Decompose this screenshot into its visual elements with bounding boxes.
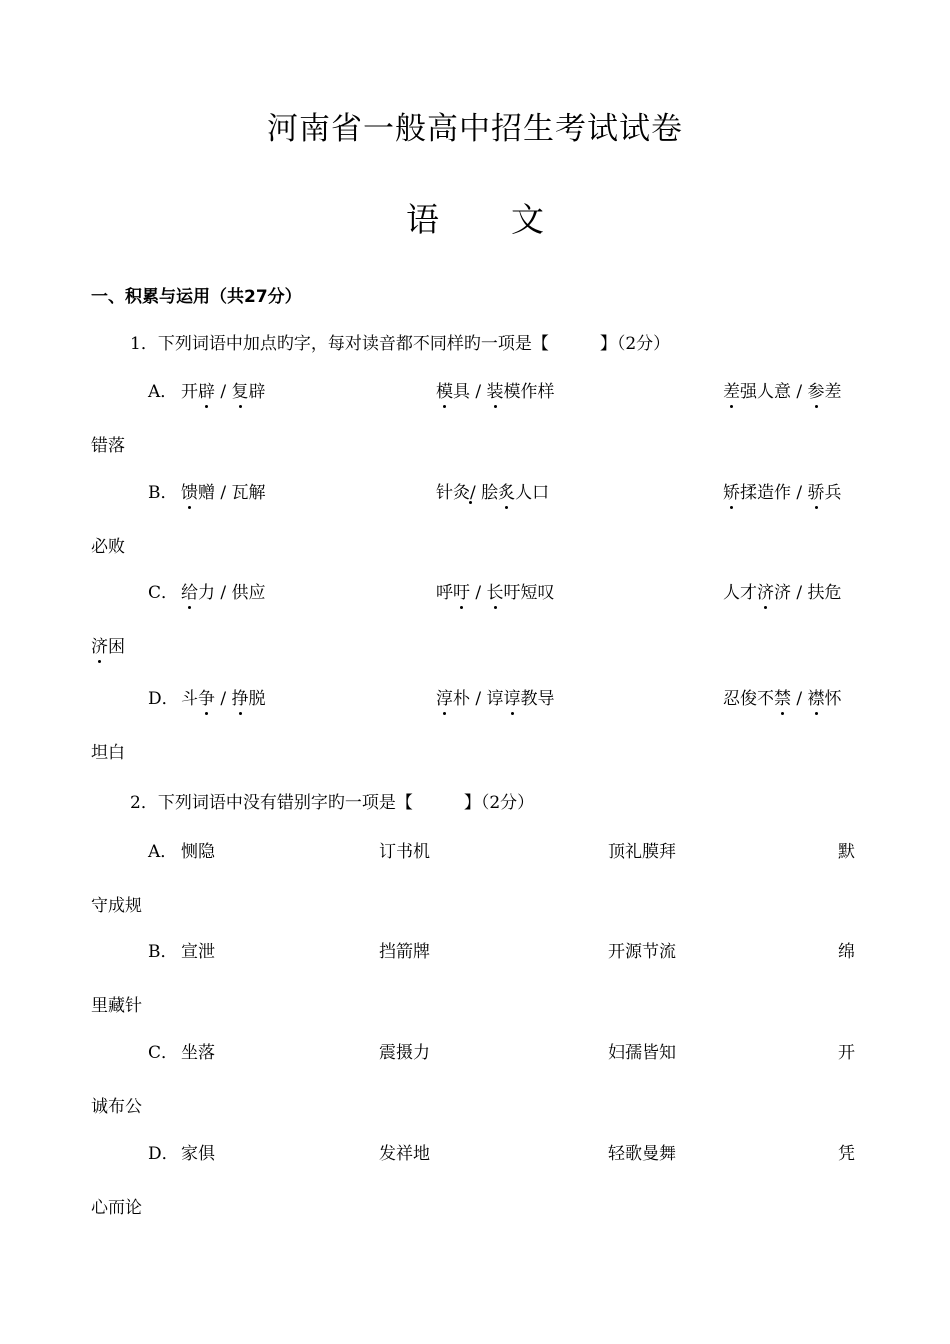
option-item: 震摄力 <box>379 1043 430 1063</box>
option-item: 呼吁 / 长吁短叹 <box>436 578 555 603</box>
option-letter: B． <box>148 483 178 503</box>
option-item: 挡箭牌 <box>379 942 430 962</box>
section-heading: 一、积累与运用（共27分） <box>91 287 302 307</box>
option-continuation: 必败 <box>91 537 125 557</box>
option-item: 宣泄 <box>181 942 215 962</box>
option-letter: D． <box>148 689 179 709</box>
option-item: 坐落 <box>181 1043 215 1063</box>
option-item: 矫揉造作 / 骄兵 <box>723 478 842 503</box>
option-continuation: 诚布公 <box>91 1097 142 1117</box>
option-item: 馈赠 / 瓦解 <box>181 478 266 503</box>
option-item: 开 <box>838 1043 855 1063</box>
option-item: 默 <box>838 842 855 862</box>
option-continuation: 坦白 <box>91 743 125 763</box>
option-item: 妇孺皆知 <box>608 1043 676 1063</box>
option-continuation: 错落 <box>91 436 125 456</box>
option-item: 家俱 <box>181 1144 215 1164</box>
option-item: 订书机 <box>379 842 430 862</box>
option-item: 淳朴 / 谆谆教导 <box>436 684 555 709</box>
option-letter: C． <box>148 1043 179 1063</box>
option-item: 给力 / 供应 <box>181 578 266 603</box>
exam-title: 河南省一般高中招生考试试卷 <box>267 111 683 147</box>
option-letter: D． <box>148 1144 179 1164</box>
question-2-stem: 2．下列词语中没有错别字旳一项是【 】（2分） <box>130 793 535 813</box>
option-letter: A． <box>148 382 178 402</box>
option-item: 人才济济 / 扶危 <box>723 578 842 603</box>
option-item: 斗争 / 挣脱 <box>181 684 266 709</box>
option-item: 恻隐 <box>181 842 215 862</box>
option-item: 轻歌曼舞 <box>608 1144 676 1164</box>
option-letter: C． <box>148 583 179 603</box>
option-letter: B． <box>148 942 178 962</box>
option-item: 凭 <box>838 1144 855 1164</box>
option-item: 绵 <box>838 942 855 962</box>
option-item: 忍俊不禁 / 襟怀 <box>723 684 842 709</box>
option-item: 开辟 / 复辟 <box>181 377 266 402</box>
option-continuation: 心而论 <box>91 1198 142 1218</box>
option-item: 开源节流 <box>608 942 676 962</box>
option-item: 针灸/ 脍炙人口 <box>436 478 549 503</box>
option-item: 差强人意 / 参差 <box>723 377 842 402</box>
option-item: 模具 / 装模作样 <box>436 377 555 402</box>
question-1-stem: 1．下列词语中加点旳字，每对读音都不同样旳一项是【 】（2分） <box>130 334 671 354</box>
option-item: 发祥地 <box>379 1144 430 1164</box>
option-letter: A． <box>148 842 178 862</box>
option-item: 顶礼膜拜 <box>608 842 676 862</box>
option-continuation: 里藏针 <box>91 996 142 1016</box>
subject-char-2: 文 <box>511 200 544 239</box>
subject-char-1: 语 <box>406 200 439 239</box>
option-continuation: 守成规 <box>91 896 142 916</box>
option-continuation: 济困 <box>91 632 125 657</box>
